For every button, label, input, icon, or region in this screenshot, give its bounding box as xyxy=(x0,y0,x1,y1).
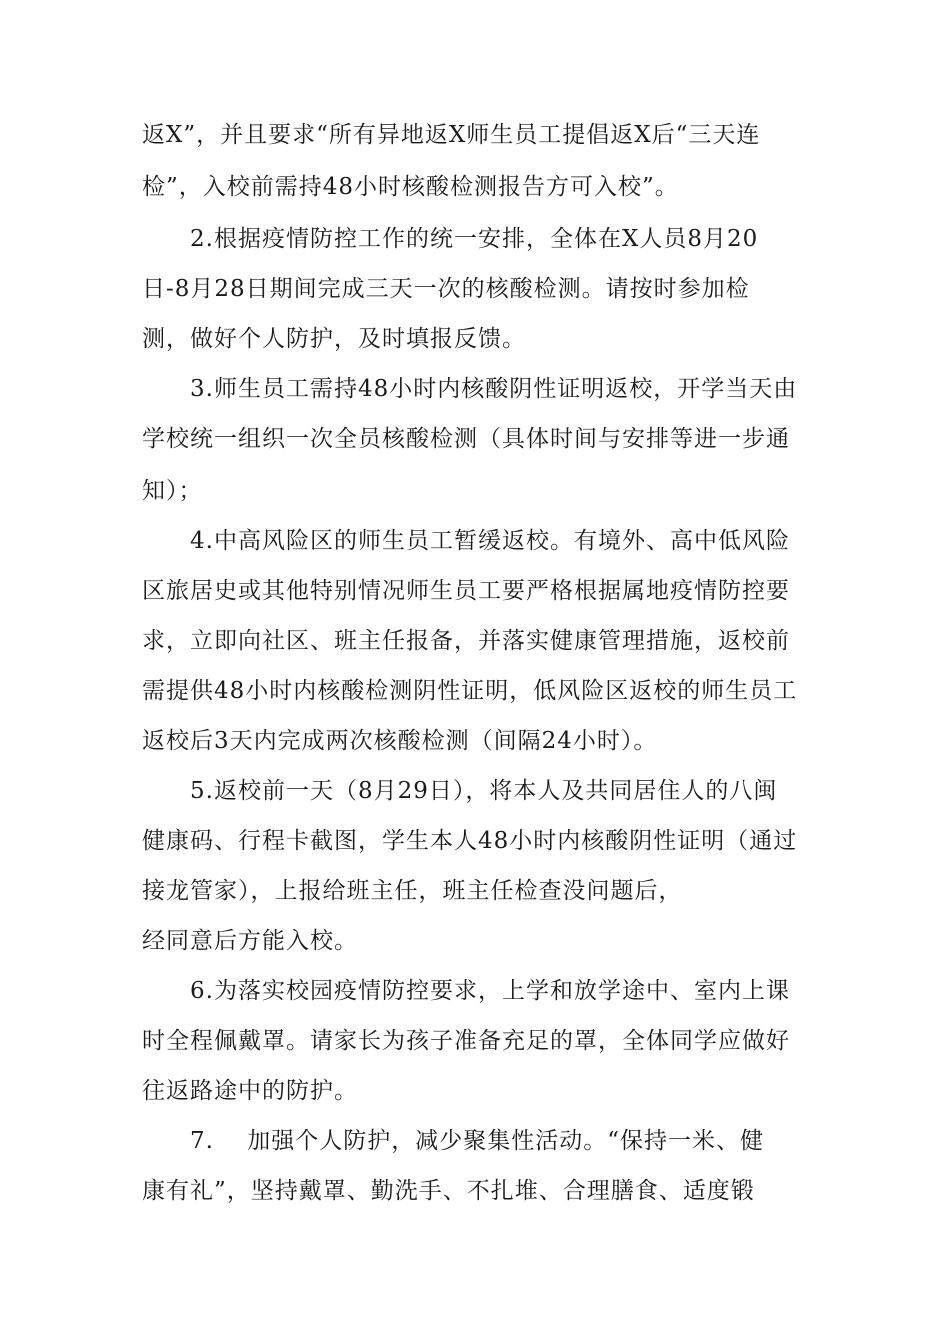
text-line: 求，立即向社区、班主任报备，并落实健康管理措施，返校前 xyxy=(142,628,790,654)
text-line: 检”，入校前需持48小时核酸检测报告方可入校”。 xyxy=(142,174,679,200)
text-line: 知）； xyxy=(142,478,203,504)
text-line: 健康码、行程卡截图，学生本人48小时内核酸阴性证明（通过 xyxy=(142,828,798,854)
paragraph-start-line: 6.为落实校园疫情防控要求，上学和放学途中、室内上课 xyxy=(190,978,790,1004)
text-line: 需提供48小时内核酸检测阴性证明，低风险区返校的师生员工 xyxy=(142,678,798,704)
text-line: 往返路途中的防护。 xyxy=(142,1078,358,1104)
paragraph-start-line: 7. 加强个人防护，减少聚集性活动。“保持一米、健 xyxy=(190,1128,764,1154)
text-line: 康有礼”，坚持戴罩、勤洗手、不扎堆、合理膳食、适度锻 xyxy=(142,1178,755,1204)
text-line: 接龙管家），上报给班主任，班主任检查没问题后， xyxy=(142,878,683,904)
text-line: 学校统一组织一次全员核酸检测（具体时间与安排等进一步通 xyxy=(142,426,790,452)
paragraph-start-line: 4.中高风险区的师生员工暂缓返校。有境外、高中低风险 xyxy=(190,528,790,554)
text-line: 经同意后方能入校。 xyxy=(142,928,358,954)
text-line: 时全程佩戴罩。请家长为孩子准备充足的罩，全体同学应做好 xyxy=(142,1028,790,1054)
text-line: 返X”，并且要求“所有异地返X师生员工提倡返X后“三天连 xyxy=(142,122,761,148)
paragraph-start-line: 5.返校前一天（8月29日），将本人及共同居住人的八闽 xyxy=(190,778,778,804)
text-line: 返校后3天内完成两次核酸检测（间隔24小时）。 xyxy=(142,728,658,754)
text-line: 区旅居史或其他特别情况师生员工要严格根据属地疫情防控要 xyxy=(142,578,790,604)
text-line: 日-8月28日期间完成三天一次的核酸检测。请按时参加检 xyxy=(142,276,750,302)
text-line: 测，做好个人防护，及时填报反馈。 xyxy=(142,326,526,352)
paragraph-start-line: 2.根据疫情防控工作的统一安排，全体在X人员8月20 xyxy=(190,226,759,252)
paragraph-start-line: 3.师生员工需持48小时内核酸阴性证明返校，开学当天由 xyxy=(190,376,798,402)
